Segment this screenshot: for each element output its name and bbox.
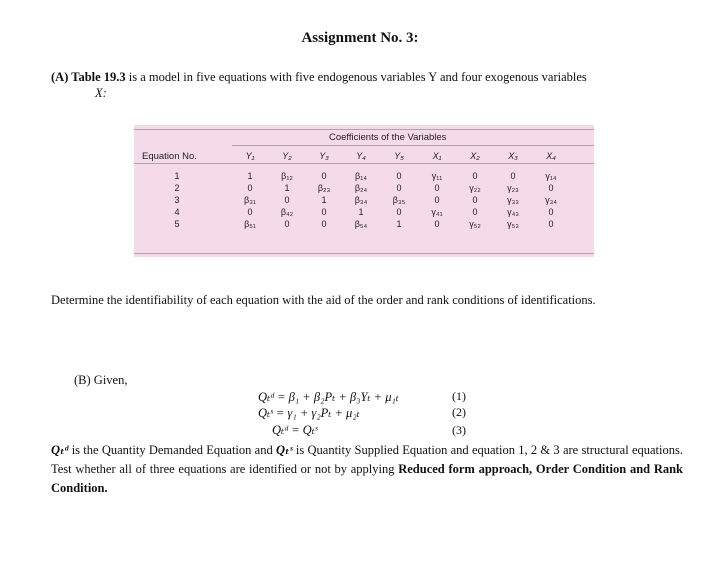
group-header-rule	[232, 145, 594, 146]
table-cell: 0	[247, 183, 253, 193]
table-cell: 0	[434, 183, 440, 193]
part-a-body: is a model in five equations with five endogenous variables Y and four exogenous variables	[125, 70, 587, 84]
column-header: X₂	[470, 151, 480, 161]
table-cell: γ₂₃	[507, 183, 519, 193]
part-a-prefix: (A) Table 19.3	[51, 70, 126, 84]
table-cell: 0	[396, 183, 402, 193]
column-header: X₁	[432, 151, 442, 161]
table-cell: β₂₄	[354, 183, 368, 193]
table-top-rule	[134, 129, 594, 130]
table-cell: γ₁₁	[431, 171, 443, 181]
table-cell: γ₃₃	[507, 195, 519, 205]
equation-3-number: (3)	[452, 423, 466, 437]
row-label: 1	[174, 171, 180, 181]
table-cell: 0	[396, 171, 402, 181]
instruction-sentence: Determine the identifiability of each equation with the aid of the order and rank conditions of identifications.	[51, 293, 596, 307]
column-header: Y₄	[356, 151, 366, 161]
table-cell: 1	[284, 183, 290, 193]
table-cell: γ₃₄	[545, 195, 557, 205]
table-cell: 0	[510, 171, 516, 181]
column-header: X₄	[546, 151, 556, 161]
table-cell: 0	[247, 207, 253, 217]
row-label: 3	[174, 195, 180, 205]
table-cell: β₅₁	[244, 219, 256, 229]
table-cell: 0	[321, 207, 327, 217]
part-a-continuation: X:	[95, 86, 107, 100]
para-bold: Reduced form approach, Order Condition and Rank Condition.	[51, 462, 683, 495]
table-cell: 1	[396, 219, 402, 229]
table-cell: 1	[247, 171, 253, 181]
header-rule	[134, 163, 594, 164]
table-cell: β₃₄	[354, 195, 368, 205]
table-cell: 0	[548, 219, 554, 229]
column-header: Y₁	[245, 151, 255, 161]
table-cell: β₅₄	[354, 219, 368, 229]
part-b-label: (B) Given,	[74, 373, 128, 387]
table-cell: β₃₁	[244, 195, 256, 205]
para-text-1: is the Quantity Demanded Equation and	[68, 443, 276, 457]
row-label: 4	[174, 207, 180, 217]
page-title: Assignment No. 3:	[301, 30, 419, 46]
table-cell: 0	[284, 195, 290, 205]
column-header: Y₂	[282, 151, 292, 161]
table-cell: 0	[434, 195, 440, 205]
table-cell: γ₅₂	[469, 219, 481, 229]
part-a-text	[51, 69, 691, 101]
table-cell: 0	[472, 195, 478, 205]
row-label: 5	[174, 219, 180, 229]
table-cell: β₂₃	[317, 183, 331, 193]
coefficients-table	[134, 125, 594, 257]
equation-2: Qₜˢ = γ₁ + γ₂Pₜ + μ₂ₜ	[258, 406, 360, 420]
part-b-paragraph	[51, 441, 683, 498]
table-cell: β₁₂	[281, 171, 293, 181]
table-cell: 0	[472, 207, 478, 217]
table-group-header: Coefficients of the Variables	[329, 132, 447, 143]
table-cell: γ₄₁	[431, 207, 443, 217]
column-header: Y₃	[319, 151, 329, 161]
equation-1: Qₜᵈ = β₁ + β₂Pₜ + β₃Yₜ + μ₁ₜ	[258, 390, 399, 404]
table-bottom-rule	[134, 253, 594, 254]
qs-symbol: Qₜˢ	[276, 443, 293, 457]
table-cell: γ₄₃	[507, 207, 519, 217]
table-cell: 0	[548, 183, 554, 193]
equation-1-number: (1)	[452, 389, 466, 403]
table-cell: β₃₅	[392, 195, 406, 205]
table-cell: β₄₂	[280, 207, 294, 217]
column-header: X₃	[508, 151, 518, 161]
table-cell: γ₁₄	[545, 171, 557, 181]
table-cell: γ₅₃	[507, 219, 519, 229]
table-cell: 0	[472, 171, 478, 181]
table-cell: 1	[321, 195, 327, 205]
table-cell: 0	[321, 171, 327, 181]
equation-2-number: (2)	[452, 405, 466, 419]
row-label: 2	[174, 183, 180, 193]
table-cell: 0	[434, 219, 440, 229]
table-cell: 1	[358, 207, 364, 217]
table-cell: 0	[396, 207, 402, 217]
table-cell: 0	[321, 219, 327, 229]
table-cell: 0	[548, 207, 554, 217]
table-cell: β₁₄	[355, 171, 367, 181]
equation-no-header: Equation No.	[142, 151, 197, 162]
para-text-2: is Quantity Supplied Equation and equation 1, 2 & 3 are structural equations. Test whether all of three equations are identified or not by applying	[51, 443, 683, 476]
equation-3: Qₜᵈ = Qₜˢ	[272, 423, 318, 437]
table-cell: γ₂₂	[469, 183, 481, 193]
qd-symbol: Qₜᵈ	[51, 443, 69, 457]
table-cell: 0	[284, 219, 290, 229]
column-header: Y₅	[394, 151, 404, 161]
